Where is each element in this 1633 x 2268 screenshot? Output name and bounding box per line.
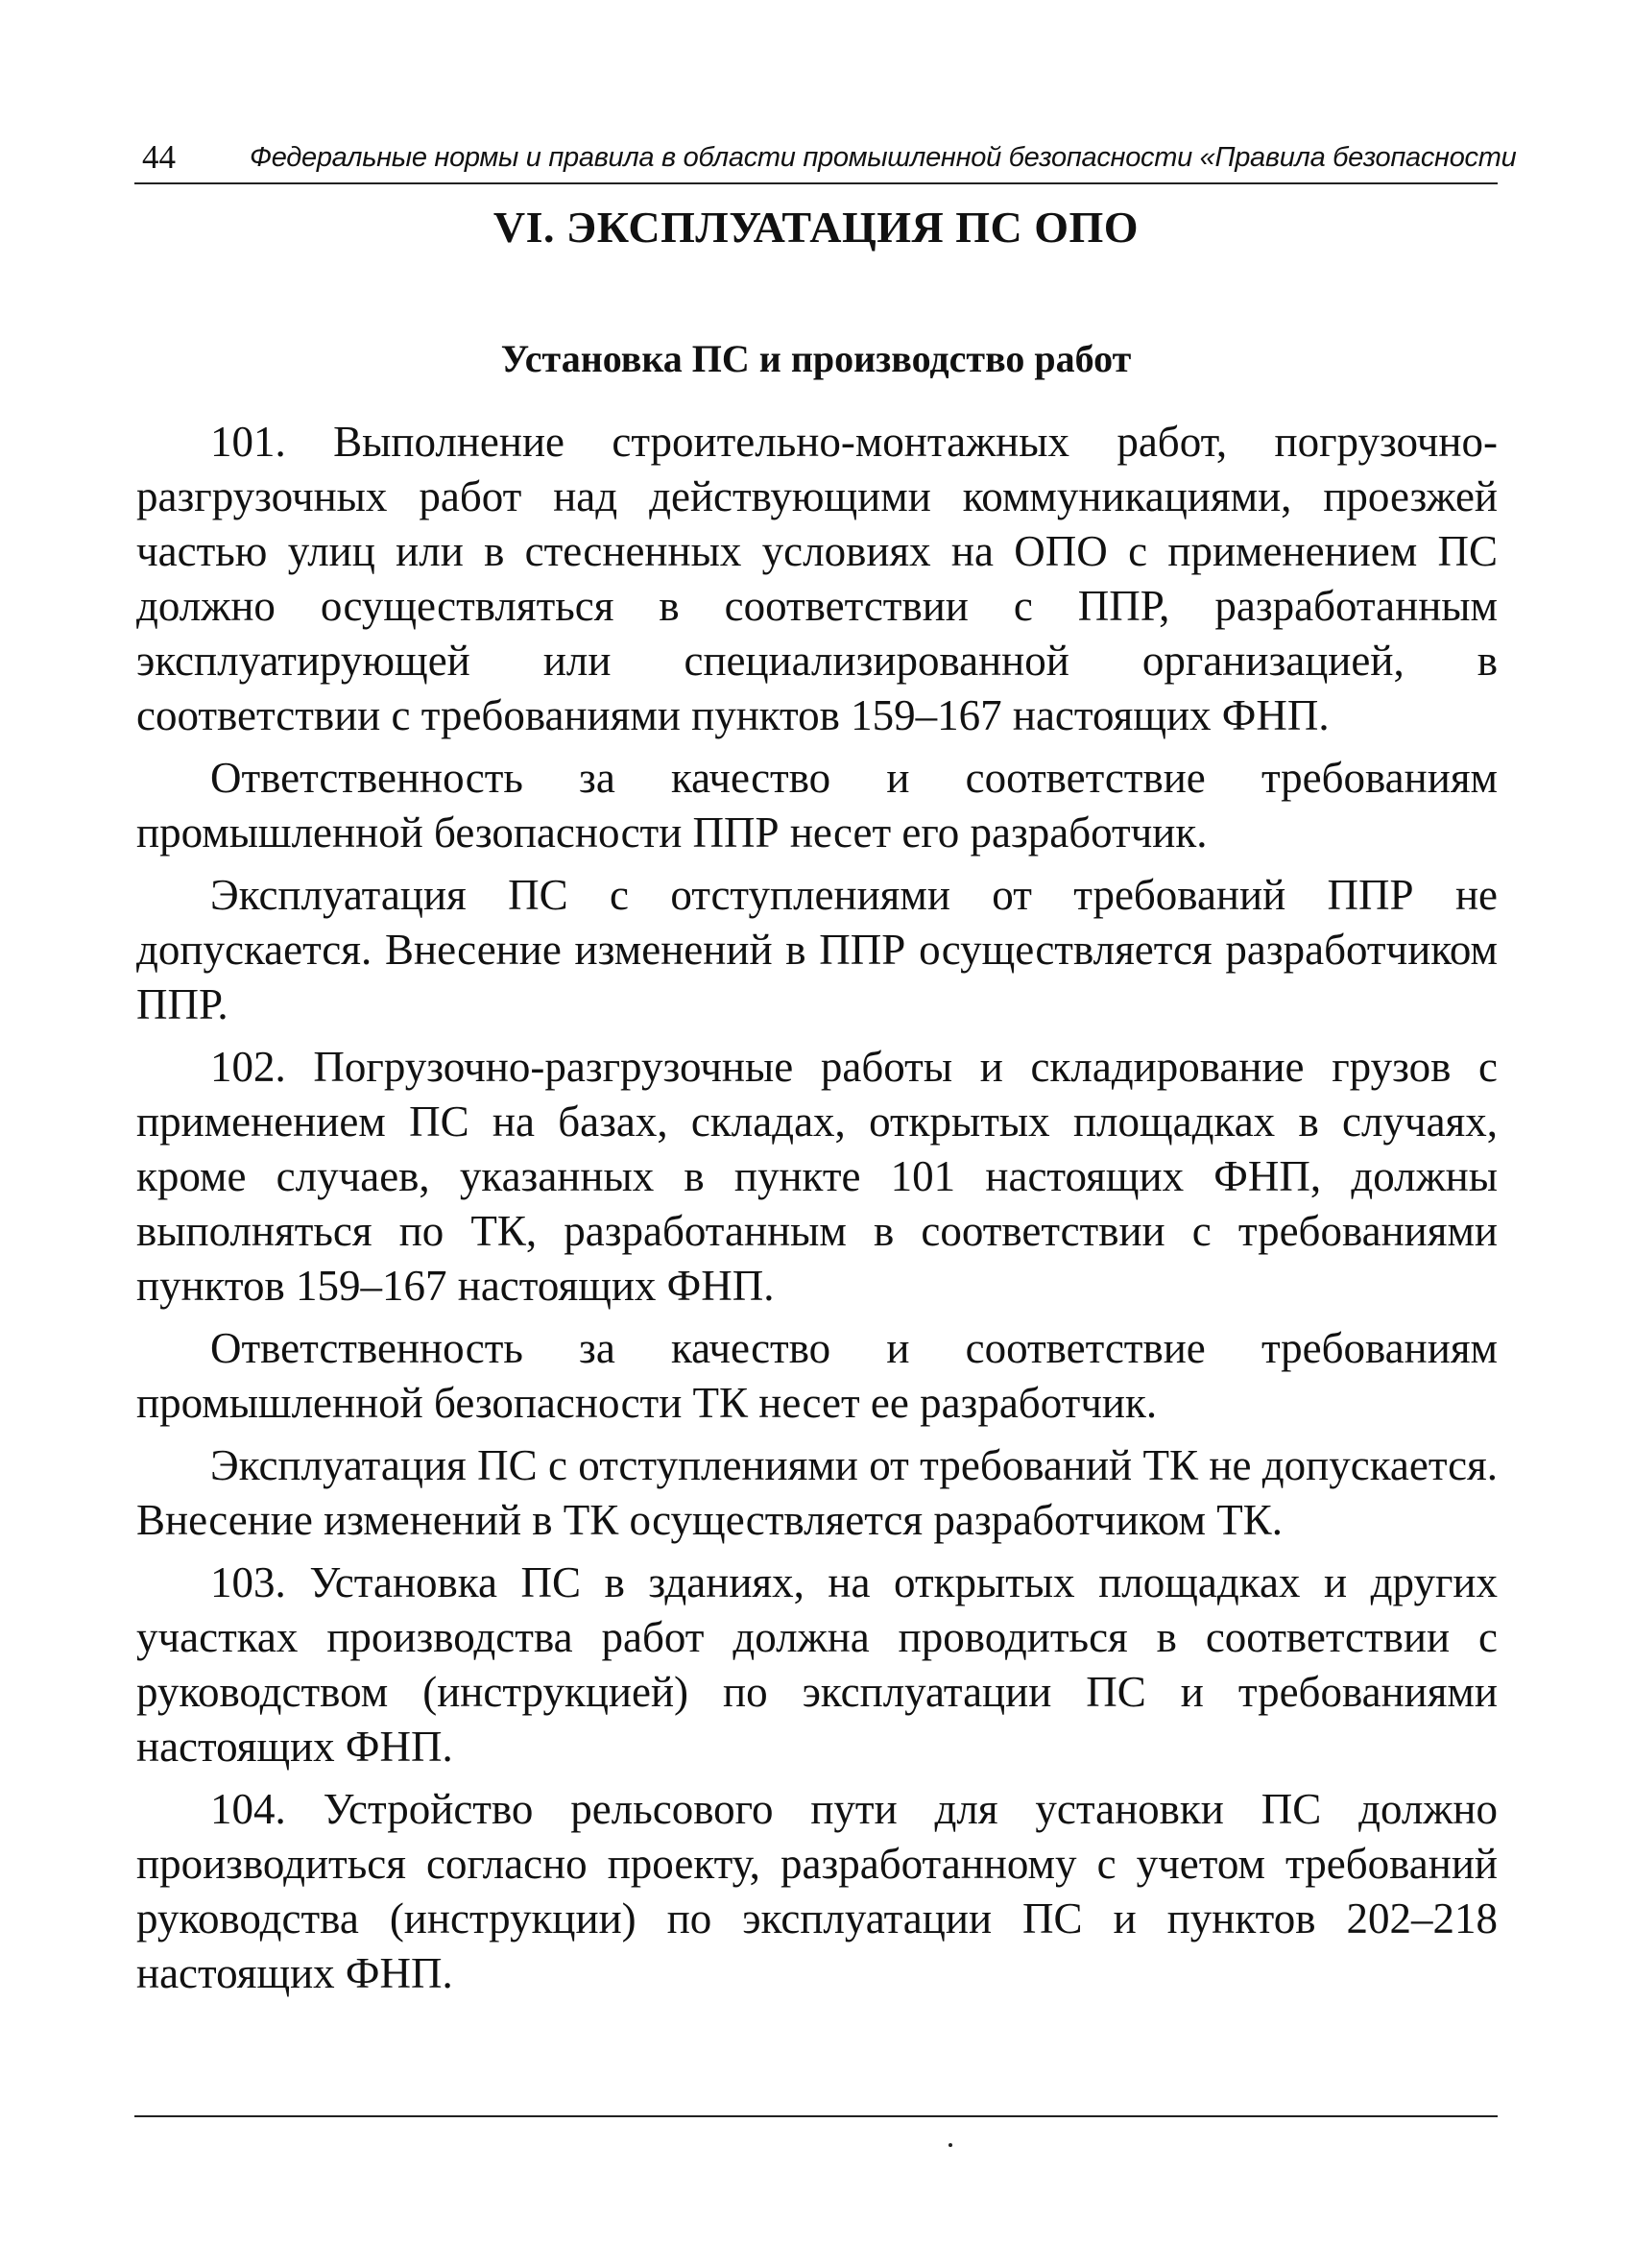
paragraph-102: 102. Погрузочно-разгрузочные работы и складирование грузов с применением ПС на базах, складах, открытых площадках в случаях, кроме случаев, указанных в пункте 101 настоящих ФНП, должны выполняться по ТК, разработанным в соответствии с требованиями пунктов 159–167 настоящих ФНП. [136,1043,1498,1310]
page-header [134,133,1517,184]
body-text [136,415,1498,2009]
paragraph-101-deviation: Эксплуатация ПС с отступлениями от требований ППР не допускается. Внесение изменений в ППР осуществляется разработчиком ППР. [136,871,1498,1028]
footer-rule [134,2115,1498,2117]
page-number: 44 [142,138,176,176]
paragraph-102-deviation: Эксплуатация ПС с отступлениями от требований ТК не допускается. Внесение изменений в ТК осуществляется разработчиком ТК. [136,1441,1498,1544]
paragraph-103: 103. Установка ПС в зданиях, на открытых площадках и других участках производства работ должна проводиться в соответствии с руководством (инструкцией) по эксплуатации ПС и требованиями настоящих ФНП. [136,1558,1498,1771]
section-subtitle: Установка ПС и производство работ [500,337,1132,380]
paragraph-101: 101. Выполнение строительно-монтажных работ, погрузочно-разгрузочных работ над действующими коммуникациями, проезжей частью улиц или в стесненных условиях на ОПО с применением ПС должно осуществляться в соответствии с ППР, разработанным эксплуатирующей или специализированной организацией, в соответствии с требованиями пунктов 159–167 настоящих ФНП. [136,418,1498,739]
running-title: Федеральные нормы и правила в области промышленной безопасности «Правила безопасности [250,142,1517,173]
paragraph-104: 104. Устройство рельсового пути для установки ПС должно производиться согласно проекту, разработанному с учетом требований руководства (инструкции) по эксплуатации ПС и пунктов 202–218 настоящих ФНП. [136,1785,1498,1997]
print-speck [949,2143,952,2147]
paragraph-102-responsibility: Ответственность за качество и соответствие требованиям промышленной безопасности ТК несет ее разработчик. [136,1324,1498,1427]
paragraph-101-responsibility: Ответственность за качество и соответствие требованиям промышленной безопасности ППР несет его разработчик. [136,754,1498,857]
section-title: VI. ЭКСПЛУАТАЦИЯ ПС ОПО [492,203,1140,252]
